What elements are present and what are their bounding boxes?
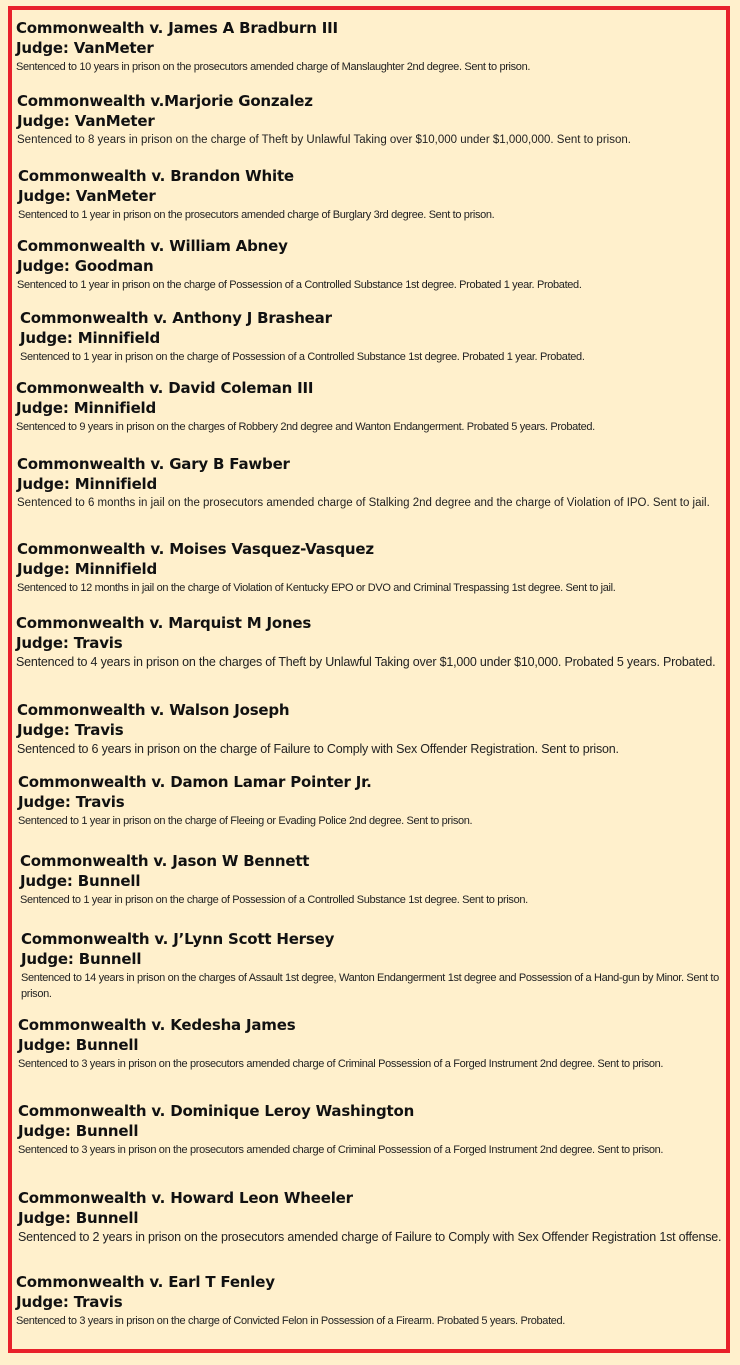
judge-name: Judge: Goodman xyxy=(17,257,154,275)
case-title: Commonwealth v. Earl T Fenley xyxy=(16,1273,275,1291)
case-entry xyxy=(8,300,730,370)
case-entry xyxy=(8,10,730,83)
case-title: Commonwealth v. J’Lynn Scott Hersey xyxy=(21,930,335,948)
judge-name: Judge: Travis xyxy=(16,1293,123,1311)
case-title: Commonwealth v. Brandon White xyxy=(18,167,294,185)
sentence-text: Sentenced to 12 months in jail on the charge of Violation of Kentucky EPO or DVO and Criminal Trespassing 1st degree. Sent to jail. xyxy=(17,582,616,594)
sentence-text: Sentenced to 9 years in prison on the charges of Robbery 2nd degree and Wanton Endangerment. Probated 5 years. Probated. xyxy=(16,421,595,433)
case-title: Commonwealth v. David Coleman III xyxy=(16,379,314,397)
sentencing-list xyxy=(8,10,730,1332)
judge-name: Judge: Minnifield xyxy=(17,475,158,493)
sentence-text: Sentenced to 6 years in prison on the charge of Failure to Comply with Sex Offender Registration. Sent to prison. xyxy=(17,742,619,756)
judge-name: Judge: Bunnell xyxy=(21,950,142,968)
sentence-text: Sentenced to 6 months in jail on the prosecutors amended charge of Stalking 2nd degree and the charge of Violation of IPO. Sent to jail. xyxy=(17,497,710,509)
judge-name: Judge: Bunnell xyxy=(20,872,141,890)
case-entry xyxy=(8,1093,730,1180)
judge-name: Judge: Minnifield xyxy=(17,560,158,578)
case-entry xyxy=(8,605,730,692)
judge-name: Judge: Minnifield xyxy=(20,329,161,347)
case-entry xyxy=(8,1007,730,1093)
case-entry xyxy=(8,921,730,1007)
case-entry xyxy=(8,531,730,605)
sentence-text: Sentenced to 1 year in prison on the charge of Fleeing or Evading Police 2nd degree. Sent to prison. xyxy=(18,815,473,827)
case-title: Commonwealth v. William Abney xyxy=(17,237,288,255)
sentence-text: Sentenced to 4 years in prison on the charges of Theft by Unlawful Taking over $1,000 under $10,000. Probated 5 years. Probated. xyxy=(16,655,716,669)
sentence-text: Sentenced to 1 year in prison on the prosecutors amended charge of Burglary 3rd degree. Sent to prison. xyxy=(18,209,495,221)
case-title: Commonwealth v. Marquist M Jones xyxy=(16,614,312,632)
judge-name: Judge: Bunnell xyxy=(18,1036,139,1054)
case-entry xyxy=(8,228,730,300)
case-entry xyxy=(8,1264,730,1332)
judge-name: Judge: Travis xyxy=(17,721,124,739)
case-title: Commonwealth v. Damon Lamar Pointer Jr. xyxy=(18,773,372,791)
sentence-text: Sentenced to 10 years in prison on the prosecutors amended charge of Manslaughter 2nd degree. Sent to prison. xyxy=(16,61,531,73)
judge-name: Judge: Travis xyxy=(16,634,123,652)
judge-name: Judge: Travis xyxy=(18,793,125,811)
case-entry xyxy=(8,1180,730,1264)
case-entry xyxy=(8,764,730,843)
case-title: Commonwealth v. Walson Joseph xyxy=(17,701,290,719)
sentence-text: Sentenced to 3 years in prison on the charge of Convicted Felon in Possession of a Firearm. Probated 5 years. Probated. xyxy=(16,1315,566,1327)
case-entry xyxy=(8,370,730,446)
case-title: Commonwealth v. Jason W Bennett xyxy=(20,852,310,870)
sentence-text: Sentenced to 8 years in prison on the charge of Theft by Unlawful Taking over $10,000 under $1,000,000. Sent to prison. xyxy=(17,134,631,146)
sentence-text: Sentenced to 1 year in prison on the charge of Possession of a Controlled Substance 1st degree. Probated 1 year. Probated. xyxy=(20,351,585,363)
sentence-text: Sentenced to 1 year in prison on the charge of Possession of a Controlled Substance 1st degree. Sent to prison. xyxy=(20,894,528,906)
case-entry xyxy=(8,843,730,921)
judge-name: Judge: Minnifield xyxy=(16,399,157,417)
case-title: Commonwealth v.Marjorie Gonzalez xyxy=(17,92,313,110)
judge-name: Judge: VanMeter xyxy=(16,39,154,57)
case-entry xyxy=(8,446,730,531)
judge-name: Judge: VanMeter xyxy=(18,187,156,205)
judge-name: Judge: Bunnell xyxy=(18,1209,139,1227)
case-title: Commonwealth v. James A Bradburn III xyxy=(16,19,338,37)
sentence-text: Sentenced to 2 years in prison on the prosecutors amended charge of Failure to Comply with Sex Offender Registration 1st offense. xyxy=(18,1230,722,1244)
case-entry xyxy=(8,83,730,158)
case-title: Commonwealth v. Dominique Leroy Washington xyxy=(18,1102,415,1120)
sentence-text: Sentenced to 1 year in prison on the charge of Possession of a Controlled Substance 1st degree. Probated 1 year. Probated. xyxy=(17,279,582,291)
sentence-text: Sentenced to 3 years in prison on the prosecutors amended charge of Criminal Possession of a Forged Instrument 2nd degree. Sent to prison. xyxy=(18,1144,664,1156)
case-title: Commonwealth v. Anthony J Brashear xyxy=(20,309,332,327)
judge-name: Judge: Bunnell xyxy=(18,1122,139,1140)
case-title: Commonwealth v. Gary B Fawber xyxy=(17,455,290,473)
case-title: Commonwealth v. Moises Vasquez-Vasquez xyxy=(17,540,374,558)
case-title: Commonwealth v. Kedesha James xyxy=(18,1016,296,1034)
sentence-text: Sentenced to 14 years in prison on the charges of Assault 1st degree, Wanton Endangerment 1st degree and Possession of a Hand-gun by Minor. Sent to prison. xyxy=(21,972,719,1000)
sentence-text: Sentenced to 3 years in prison on the prosecutors amended charge of Criminal Possession of a Forged Instrument 2nd degree. Sent to prison. xyxy=(18,1058,664,1070)
case-title: Commonwealth v. Howard Leon Wheeler xyxy=(18,1189,353,1207)
case-entry xyxy=(8,692,730,764)
judge-name: Judge: VanMeter xyxy=(17,112,155,130)
case-entry xyxy=(8,158,730,228)
